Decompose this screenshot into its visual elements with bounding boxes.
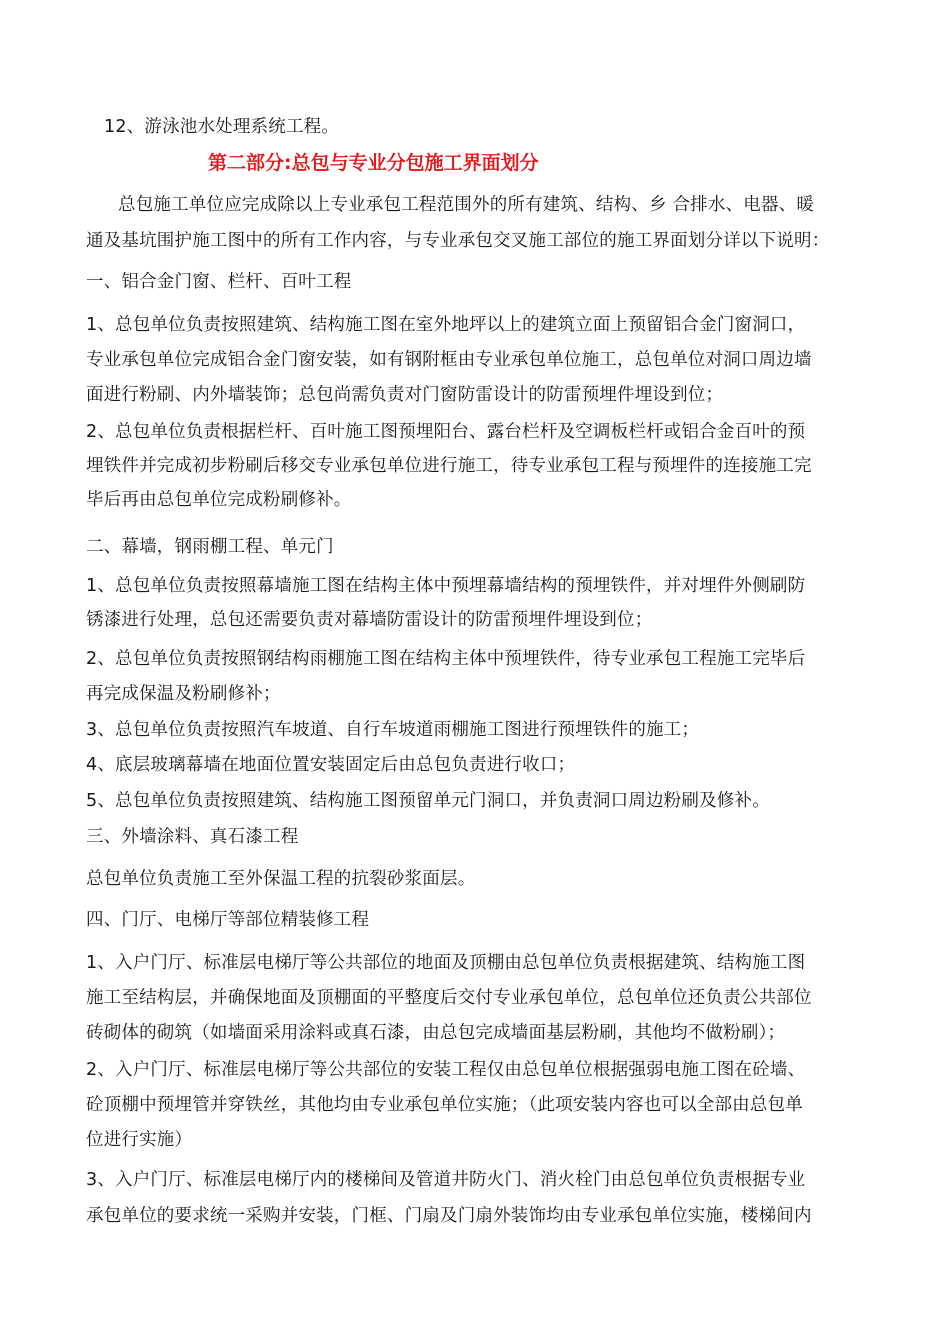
- paragraph-line: 再完成保温及粉刷修补；: [86, 684, 281, 704]
- paragraph-line: 砖砌体的砌筑（如墙面采用涂料或真石漆，由总包完成墙面基层粉刷，其他均不做粉刷）；: [86, 1023, 786, 1043]
- paragraph-line: 总包施工单位应完成除以上专业承包工程范围外的所有建筑、结构、乡 合排水、电器、暖: [118, 195, 815, 215]
- paragraph-line: 2、总包单位负责按照钢结构雨棚施工图在结构主体中预埋铁件，待专业承包工程施工完毕后: [86, 649, 806, 669]
- paragraph-line: 锈漆进行处理，总包还需要负责对幕墙防雷设计的防雷预埋件埋设到位；: [86, 610, 653, 630]
- paragraph-line: 承包单位的要求统一采购并安装，门框、门扇及门扇外装饰均由专业承包单位实施，楼梯间内: [86, 1206, 812, 1226]
- paragraph-line: 施工至结构层，并确保地面及顶棚面的平整度后交付专业承包单位，总包单位还负责公共部位: [86, 988, 812, 1008]
- paragraph-line: 总包单位负责施工至外保温工程的抗裂砂浆面层。: [86, 869, 476, 889]
- section-heading: 二、幕墙，钢雨棚工程、单元门: [86, 537, 334, 557]
- paragraph-line: 5、总包单位负责按照建筑、结构施工图预留单元门洞口，并负责洞口周边粉刷及修补。: [86, 791, 770, 811]
- section-heading: 四、门厅、电梯厅等部位精装修工程: [86, 910, 370, 930]
- paragraph-line: 通及基坑围护施工图中的所有工作内容，与专业承包交叉施工部位的施工界面划分详以下说明：: [86, 231, 830, 251]
- paragraph-line: 2、入户门厅、标准层电梯厅等公共部位的安装工程仅由总包单位根据强弱电施工图在砼墙、: [86, 1060, 806, 1080]
- paragraph-line: 面进行粉刷、内外墙装饰；总包尚需负责对门窗防雷设计的防雷预埋件埋设到位；: [86, 385, 724, 405]
- paragraph-line: 1、总包单位负责按照建筑、结构施工图在室外地坪以上的建筑立面上预留铝合金门窗洞口，: [86, 315, 806, 335]
- paragraph-line: 3、总包单位负责按照汽车坡道、自行车坡道雨棚施工图进行预埋铁件的施工；: [86, 720, 700, 740]
- paragraph-line: 4、底层玻璃幕墙在地面位置安装固定后由总包负责进行收口；: [86, 755, 576, 775]
- section-heading: 三、外墙涂料、真石漆工程: [86, 827, 299, 847]
- section-heading: 一、铝合金门窗、栏杆、百叶工程: [86, 272, 352, 292]
- paragraph-line: 1、入户门厅、标准层电梯厅等公共部位的地面及顶棚由总包单位负责根据建筑、结构施工图: [86, 953, 806, 973]
- list-item-12: 12、游泳池水处理系统工程。: [104, 117, 340, 137]
- paragraph-line: 埋铁件并完成初步粉刷后移交专业承包单位进行施工，待专业承包工程与预埋件的连接施工完: [86, 456, 812, 476]
- paragraph-line: 位进行实施）: [86, 1130, 193, 1150]
- paragraph-line: 3、入户门厅、标准层电梯厅内的楼梯间及管道井防火门、消火栓门由总包单位负责根据专业: [86, 1170, 806, 1190]
- section-title: 第二部分:总包与专业分包施工界面划分: [208, 152, 539, 174]
- paragraph-line: 1、总包单位负责按照幕墙施工图在结构主体中预埋幕墙结构的预埋铁件，并对埋件外侧刷防: [86, 576, 806, 596]
- paragraph-line: 毕后再由总包单位完成粉刷修补。: [86, 490, 352, 510]
- paragraph-line: 砼顶棚中预埋管并穿铁丝，其他均由专业承包单位实施；（此项安装内容也可以全部由总包单: [86, 1095, 803, 1115]
- paragraph-line: 专业承包单位完成铝合金门窗安装，如有钢附框由专业承包单位施工，总包单位对洞口周边墙: [86, 350, 812, 370]
- paragraph-line: 2、总包单位负责根据栏杆、百叶施工图预埋阳台、露台栏杆及空调板栏杆或铝合金百叶的预: [86, 422, 806, 442]
